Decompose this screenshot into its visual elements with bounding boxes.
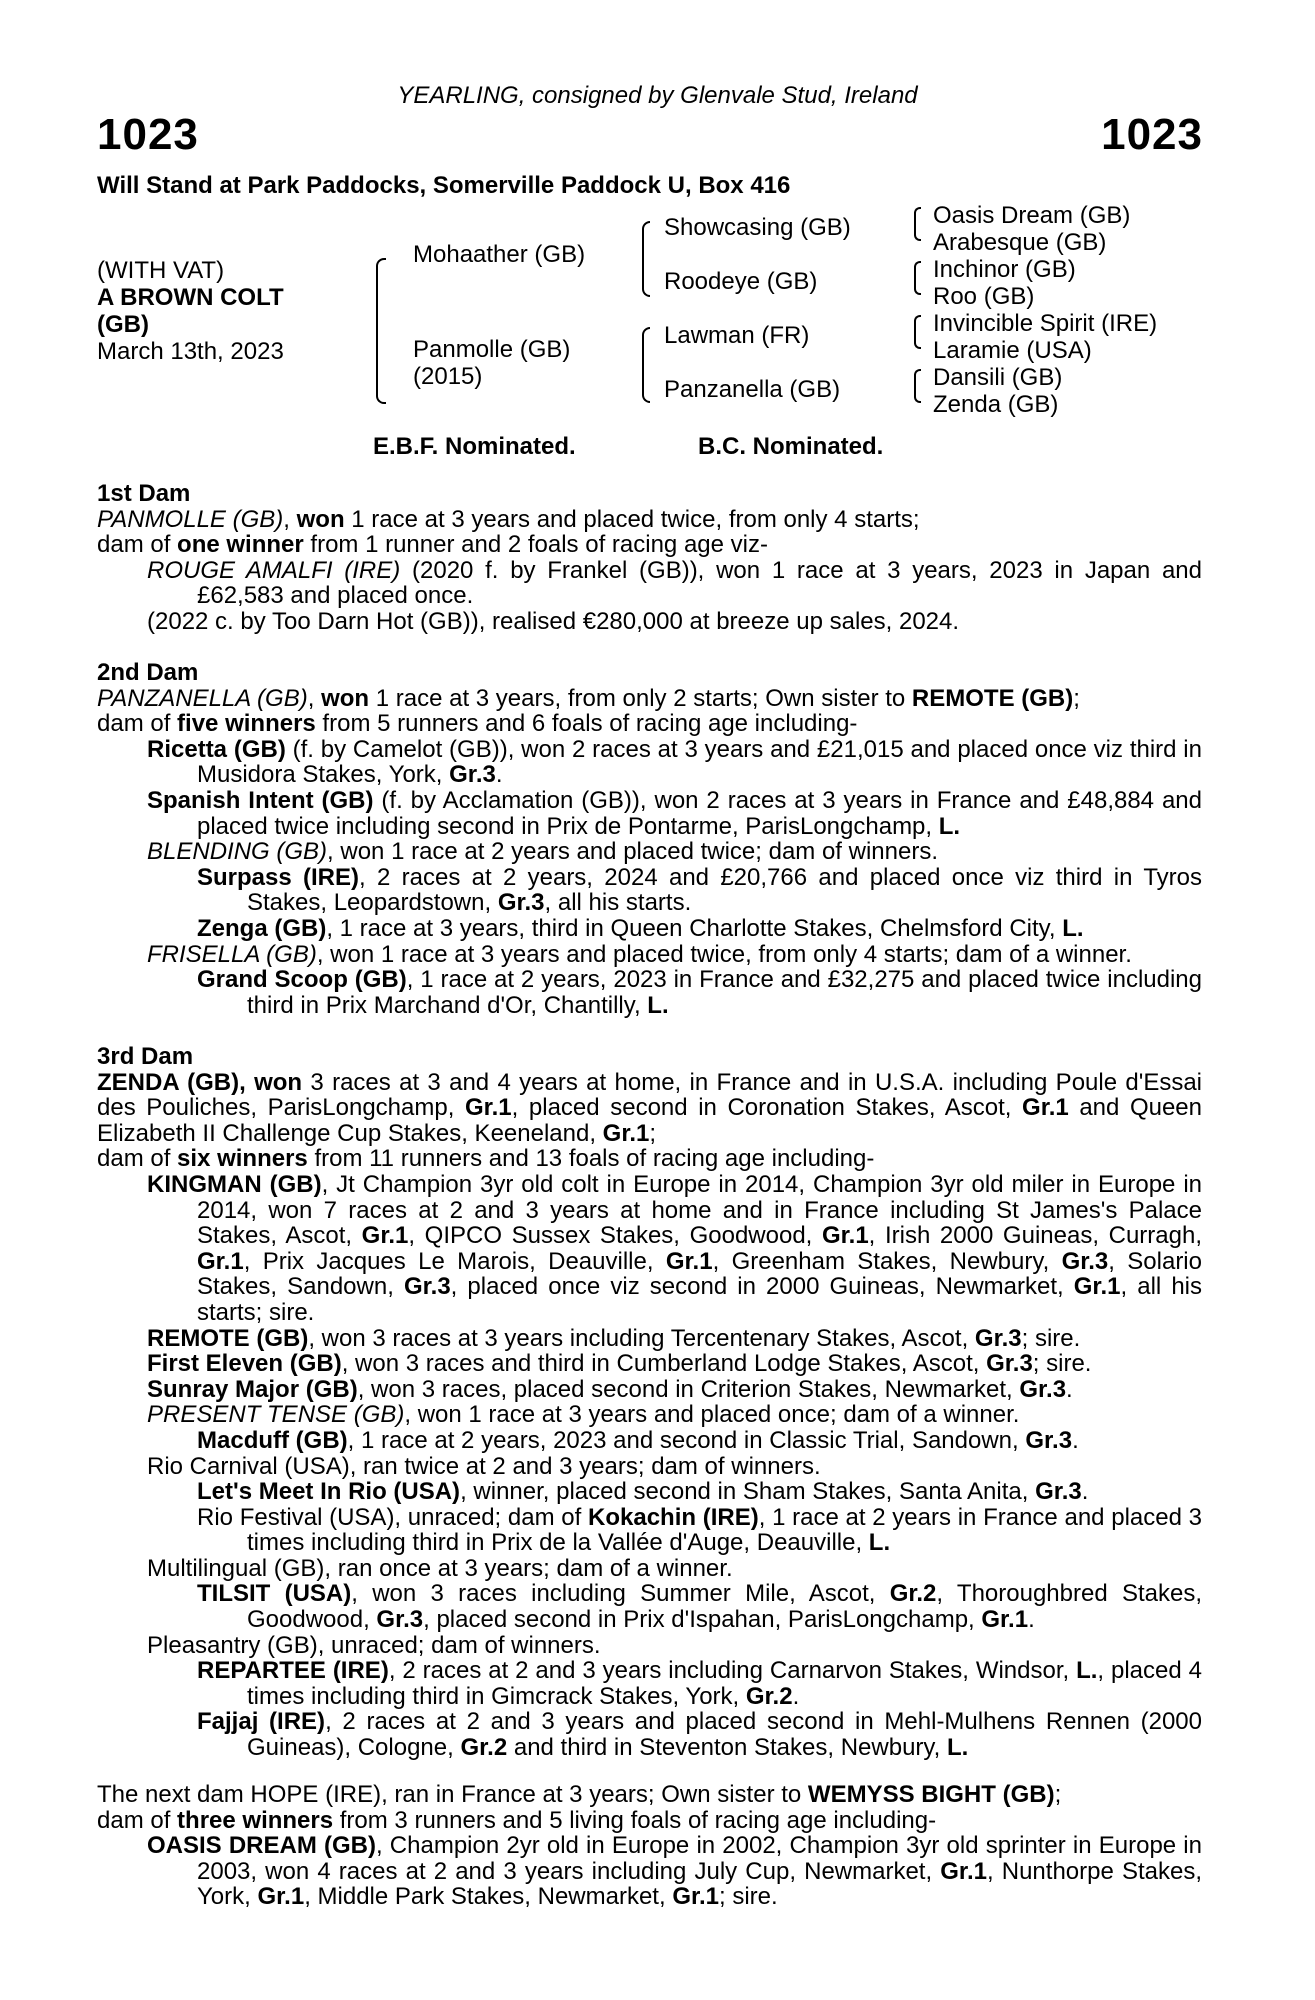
- progeny-rio-festival: Rio Festival (USA), unraced; dam of Kokachin (IRE), 1 race at 2 years in France and placed 3 times including third in Prix de la Vallée d'Auge, Deauville, L.: [197, 1503, 1202, 1557]
- lot-number-right: 1023: [1101, 110, 1203, 159]
- pedigree-brace-g4: [914, 369, 921, 403]
- ebf-nominated: E.B.F. Nominated.: [373, 433, 576, 460]
- progeny-first-eleven: First Eleven (GB), won 3 races and third in Cumberland Lodge Stakes, Ascot, Gr.3; sire.: [147, 1350, 1092, 1378]
- dam-dam-name: Panzanella (GB): [664, 376, 841, 403]
- lot-number-left: 1023: [97, 110, 199, 159]
- progeny-frisella: FRISELLA (GB), won 1 race at 3 years and placed twice, from only 4 starts; dam of a winner.: [147, 940, 1132, 968]
- first-dam-progeny-1: ROUGE AMALFI (IRE) (2020 f. by Frankel (GB)), won 1 race at 3 years, 2023 in Japan and £62,583 and placed once.: [147, 556, 1202, 610]
- stand-location: Will Stand at Park Paddocks, Somerville Paddock U, Box 416: [97, 172, 791, 199]
- pedigree-brace-dam: [642, 327, 650, 403]
- sire-sire-name: Showcasing (GB): [664, 214, 851, 241]
- pedigree-brace-g2: [914, 261, 921, 295]
- vat-label: (WITH VAT): [97, 257, 225, 284]
- progeny-remote: REMOTE (GB), won 3 races at 3 years including Tercentenary Stakes, Ascot, Gr.3; sire.: [147, 1324, 1081, 1352]
- pedigree-brace-g3: [914, 315, 921, 349]
- next-dam-section: The next dam HOPE (IRE), ran in France at 3 years; Own sister to WEMYSS BIGHT (GB); dam of three winners from 3 runners and 5 living foals of racing age including- OASIS DREAM (GB), Champion 2yr old in Europe in 2002, Champion 3yr old sprinter in Europe in 2003, won 4 races at 2 and 3 years including July Cup, Newmarket, Gr.1, Nunthorpe Stakes, York, Gr.1, Middle Park Stakes, Newmarket, Gr.1; sire.: [97, 1781, 1202, 1911]
- progeny-lets-meet-in-rio: Let's Meet In Rio (USA), winner, placed second in Sham Stakes, Santa Anita, Gr.3.: [197, 1478, 1089, 1506]
- grandparent-6: Laramie (USA): [933, 337, 1092, 364]
- lot-subtitle: YEARLING, consigned by Glenvale Stud, Ireland: [397, 82, 918, 109]
- grandparent-1: Oasis Dream (GB): [933, 202, 1131, 229]
- grandparent-5: Invincible Spirit (IRE): [933, 310, 1158, 337]
- pedigree-brace-main: [376, 258, 386, 404]
- progeny-spanish-intent: Spanish Intent (GB) (f. by Acclamation (GB)), won 2 races at 3 years in France and £48,884 and placed twice including second in Prix de Pontarme, ParisLongchamp, L.: [147, 786, 1202, 840]
- third-dam-heading: 3rd Dam: [97, 1043, 194, 1070]
- sire-name: Mohaather (GB): [413, 241, 586, 268]
- progeny-oasis-dream: OASIS DREAM (GB), Champion 2yr old in Europe in 2002, Champion 3yr old sprinter in Europe in 2003, won 4 races at 2 and 3 years including July Cup, Newmarket, Gr.1, Nunthorpe Stakes, York, Gr.1, Middle Park Stakes, Newmarket, Gr.1; sire.: [147, 1832, 1202, 1911]
- grandparent-3: Inchinor (GB): [933, 256, 1076, 283]
- horse-description-2: (GB): [97, 311, 149, 338]
- dam-name: Panmolle (GB): [413, 336, 571, 363]
- grandparent-2: Arabesque (GB): [933, 229, 1107, 256]
- progeny-rio-carnival: Rio Carnival (USA), ran twice at 2 and 3 years; dam of winners.: [147, 1452, 821, 1480]
- progeny-ricetta: Ricetta (GB) (f. by Camelot (GB)), won 2 races at 3 years and £21,015 and placed once viz third in Musidora Stakes, York, Gr.3.: [147, 735, 1202, 789]
- third-dam-section: 3rd Dam ZENDA (GB), won 3 races at 3 and 4 years at home, in France and in U.S.A. including Poule d'Essai des Pouliches, ParisLongchamp, Gr.1, placed second in Coronation Stakes, Ascot, Gr.1 and Queen Elizabeth II Challenge Cup Stakes, Keeneland, Gr.1; dam of six winners from 11 runners and 13 foals of racing age including- KINGMAN (GB), Jt Champion 3yr old colt in Europe in 2014, Champion 3yr old miler in Europe in 2014, won 7 races at 2 and 3 years at home and in France including St James's Palace Stakes, Ascot, Gr.1, QIPCO Sussex Stakes, Goodwood, Gr.1, Irish 2000 Guineas, Curragh, Gr.1, Prix Jacques Le Marois, Deauville, Gr.1, Greenham Stakes, Newbury, Gr.3, Solario Stakes, Sandown, Gr.3, placed once viz second in 2000 Guineas, Newmarket, Gr.1, all his starts; sire. REMOTE (GB), won 3 races at 3 years including Tercentenary Stakes, Ascot, Gr.3; sire. First Eleven (GB), won 3 races and third in Cumberland Lodge Stakes, Ascot, Gr.3; sire. Sunray Major (GB), won 3 races, placed second in Criterion Stakes, Newmarket, Gr.3. PRESENT TENSE (GB), won 1 race at 3 years and placed once; dam of a winner. Macduff (GB), 1 race at 2 years, 2023 and second in Classic Trial, Sandown, Gr.3. Rio Carnival (USA), ran twice at 2 and 3 years; dam of winners. Let's Meet In Rio (USA), winner, placed second in Sham Stakes, Santa Anita, Gr.3. Rio Festival (USA), unraced; dam of Kokachin (IRE), 1 race at 2 years in France and placed 3 times including third in Prix de la Vallée d'Auge, Deauville, L. Multilingual (GB), ran once at 3 years; dam of a winner. TILSIT (USA), won 3 races including Summer Mile, Ascot, Gr.2, Thoroughbred Stakes, Goodwood, Gr.3, placed second in Prix d'Ispahan, ParisLongchamp, Gr.1. Pleasantry (GB), unraced; dam of winners. REPARTEE (IRE), 2 races at 2 and 3 years including Carnarvon Stakes, Windsor, L., placed 4 times including third in Gimcrack Stakes, York, Gr.2. Fajjaj (IRE), 2 races at 2 and 3 years and placed second in Mehl-Mulhens Rennen (2000 Guineas), Cologne, Gr.2 and third in Steventon Stakes, Newbury, L.: [97, 1043, 1203, 1762]
- grandparent-7: Dansili (GB): [933, 364, 1063, 391]
- foaling-date: March 13th, 2023: [97, 338, 284, 365]
- first-dam-progeny-2: (2022 c. by Too Darn Hot (GB)), realised €280,000 at breeze up sales, 2024.: [147, 607, 960, 635]
- second-dam-section: 2nd Dam PANZANELLA (GB), won 1 race at 3 years, from only 2 starts; Own sister to REMOTE (GB); dam of five winners from 5 runners and 6 foals of racing age including- Ricetta (GB) (f. by Camelot (GB)), won 2 races at 3 years and £21,015 and placed once viz third in Musidora Stakes, York, Gr.3. Spanish Intent (GB) (f. by Acclamation (GB)), won 2 races at 3 years in France and £48,884 and placed twice including second in Prix de Pontarme, ParisLongchamp, L. BLENDING (GB), won 1 race at 2 years and placed twice; dam of winners. Surpass (IRE), 2 races at 2 years, 2024 and £20,766 and placed once viz third in Tyros Stakes, Leopardstown, Gr.3, all his starts. Zenga (GB), 1 race at 3 years, third in Queen Charlotte Stakes, Chelmsford City, L. FRISELLA (GB), won 1 race at 3 years and placed twice, from only 4 starts; dam of a winner. Grand Scoop (GB), 1 race at 2 years, 2023 in France and £32,275 and placed twice including third in Prix Marchand d'Or, Chantilly, L.: [97, 659, 1202, 1019]
- first-dam-name: PANMOLLE (GB): [97, 505, 284, 533]
- progeny-repartee: REPARTEE (IRE), 2 races at 2 and 3 years including Carnarvon Stakes, Windsor, L., placed 4 times including third in Gimcrack Stakes, York, Gr.2.: [197, 1657, 1202, 1710]
- progeny-zenga: Zenga (GB), 1 race at 3 years, third in Queen Charlotte Stakes, Chelmsford City, L.: [197, 914, 1084, 942]
- third-dam-summary: ZENDA (GB), won 3 races at 3 and 4 years at home, in France and in U.S.A. including Poule d'Essai des Pouliches, ParisLongchamp, Gr.1, placed second in Coronation Stakes, Ascot, Gr.1 and Queen Elizabeth II Challenge Cup Stakes, Keeneland, Gr.1;: [97, 1068, 1203, 1147]
- progeny-blending: BLENDING (GB), won 1 race at 2 years and placed twice; dam of winners.: [147, 838, 939, 866]
- progeny-kingman: KINGMAN (GB), Jt Champion 3yr old colt in Europe in 2014, Champion 3yr old miler in Europe in 2014, won 7 races at 2 and 3 years at home and in France including St James's Palace Stakes, Ascot, Gr.1, QIPCO Sussex Stakes, Goodwood, Gr.1, Irish 2000 Guineas, Curragh, Gr.1, Prix Jacques Le Marois, Deauville, Gr.1, Greenham Stakes, Newbury, Gr.3, Solario Stakes, Sandown, Gr.3, placed once viz second in 2000 Guineas, Newmarket, Gr.1, all his starts; sire.: [147, 1170, 1203, 1326]
- progeny-multilingual: Multilingual (GB), ran once at 3 years; dam of a winner.: [147, 1554, 733, 1582]
- pedigree-brace-sire: [642, 221, 650, 297]
- grandparent-4: Roo (GB): [933, 283, 1035, 310]
- horse-description-1: A BROWN COLT: [97, 284, 284, 311]
- progeny-grand-scoop: Grand Scoop (GB), 1 race at 2 years, 2023 in France and £32,275 and placed twice including third in Prix Marchand d'Or, Chantilly, L.: [197, 966, 1202, 1019]
- first-dam-heading: 1st Dam: [97, 480, 191, 507]
- bc-nominated: B.C. Nominated.: [698, 433, 884, 460]
- progeny-tilsit: TILSIT (USA), won 3 races including Summer Mile, Ascot, Gr.2, Thoroughbred Stakes, Goodwood, Gr.3, placed second in Prix d'Ispahan, ParisLongchamp, Gr.1.: [197, 1580, 1202, 1634]
- progeny-surpass: Surpass (IRE), 2 races at 2 years, 2024 and £20,766 and placed once viz third in Tyros Stakes, Leopardstown, Gr.3, all his starts.: [197, 863, 1202, 917]
- sire-dam-name: Roodeye (GB): [664, 268, 818, 295]
- progeny-sunray-major: Sunray Major (GB), won 3 races, placed second in Criterion Stakes, Newmarket, Gr.3.: [147, 1375, 1073, 1403]
- grandparent-8: Zenda (GB): [933, 391, 1059, 418]
- second-dam-heading: 2nd Dam: [97, 659, 199, 686]
- progeny-pleasantry: Pleasantry (GB), unraced; dam of winners.: [147, 1631, 601, 1659]
- next-dam-summary: The next dam HOPE (IRE), ran in France at 3 years; Own sister to WEMYSS BIGHT (GB);: [97, 1781, 1062, 1808]
- first-dam-section: 1st Dam PANMOLLE (GB), won 1 race at 3 years and placed twice, from only 4 starts; dam of one winner from 1 runner and 2 foals of racing age viz- ROUGE AMALFI (IRE) (2020 f. by Frankel (GB)), won 1 race at 3 years, 2023 in Japan and £62,583 and placed once. (2022 c. by Too Darn Hot (GB)), realised €280,000 at breeze up sales, 2024.: [97, 480, 1202, 635]
- progeny-fajjaj: Fajjaj (IRE), 2 races at 2 and 3 years and placed second in Mehl-Mulhens Rennen (2000 Guineas), Cologne, Gr.2 and third in Steventon Stakes, Newbury, L.: [197, 1708, 1202, 1762]
- dam-sire-name: Lawman (FR): [664, 322, 810, 349]
- dam-year: (2015): [413, 363, 483, 390]
- pedigree-brace-g1: [914, 207, 921, 241]
- second-dam-name: PANZANELLA (GB): [97, 684, 308, 712]
- progeny-macduff: Macduff (GB), 1 race at 2 years, 2023 and second in Classic Trial, Sandown, Gr.3.: [197, 1426, 1079, 1454]
- progeny-present-tense: PRESENT TENSE (GB), won 1 race at 3 years and placed once; dam of a winner.: [147, 1401, 1020, 1429]
